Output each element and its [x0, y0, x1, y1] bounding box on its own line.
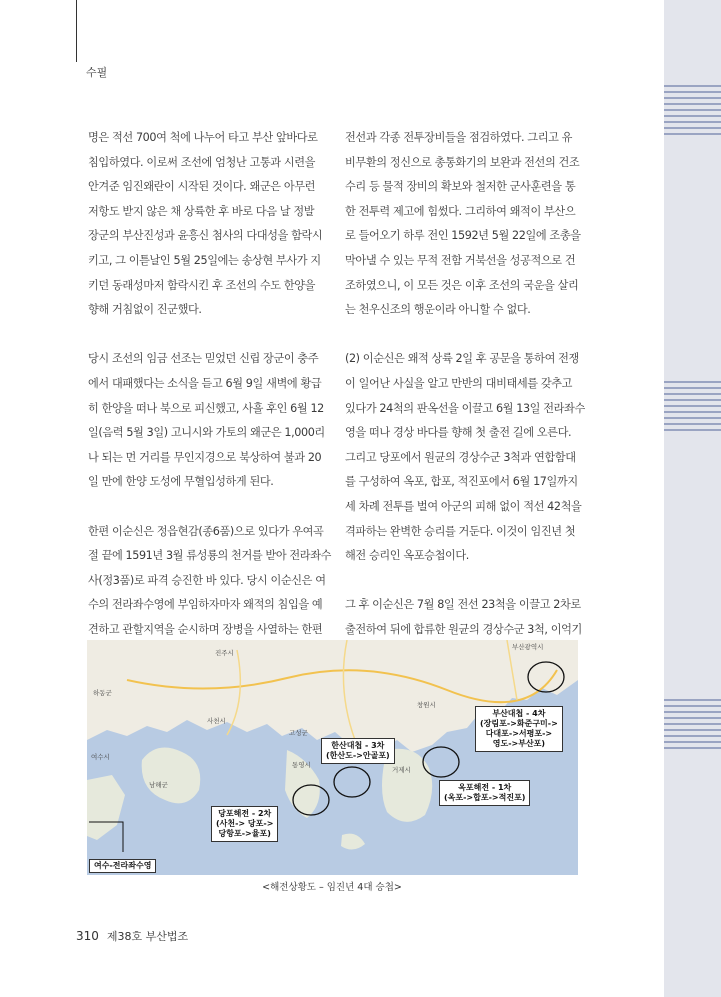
- body-line: 조하였으니, 이 모든 것은 이후 조선의 국운을 살리: [345, 278, 579, 292]
- label-line: 부산대첩 - 4차: [492, 709, 546, 718]
- body-line: 일 만에 한양 도성에 무혈입성하게 된다.: [88, 475, 274, 489]
- body-line: 이 일어난 사실을 알고 만반의 대비태세를 갖추고: [345, 376, 573, 390]
- place-name: 하동군: [93, 689, 112, 697]
- place-name: 진주시: [215, 649, 234, 657]
- body-line: 견하고 관할지역을 순시하며 장병을 사열하는 한편: [88, 622, 323, 636]
- body-line: 수의 전라좌수영에 부임하자마자 왜적의 침입을 예: [88, 598, 323, 612]
- yeosu-peninsula: [87, 775, 125, 840]
- label-line: 영도->부산포): [492, 739, 546, 748]
- naval-battle-map: [87, 640, 578, 875]
- body-line: 히 한양을 떠나 북으로 피신했고, 사흘 후인 6월 12: [88, 401, 324, 415]
- body-line: 는 천우신조의 행운이라 아니할 수 없다.: [345, 303, 531, 317]
- map-caption: <해전상황도 – 임진년 4대 승첩>: [262, 882, 402, 893]
- islet: [341, 834, 365, 850]
- body-line: 키고, 그 이튿날인 5월 25일에는 송상현 부사가 지: [88, 253, 321, 267]
- body-line: 키던 동래성마저 함락시킨 후 조선의 수도 한양을: [88, 278, 316, 292]
- paragraph-gap: [88, 495, 324, 520]
- battle-site-circle: [334, 767, 370, 797]
- namhae-island: [142, 748, 201, 804]
- place-name: 창원시: [417, 701, 436, 709]
- body-line: 격파하는 완벽한 승리를 거둔다. 이것이 임진년 첫: [345, 524, 576, 538]
- body-line: 막아낼 수 있는 무적 전함 거북선을 성공적으로 건: [345, 253, 576, 267]
- place-name: 통영시: [292, 761, 311, 769]
- body-line: 일(음력 5월 3일) 고니시와 가토의 왜군은 1,000리: [88, 426, 325, 440]
- label-line: 다대포->서평포->: [485, 729, 553, 738]
- place-name: 여수시: [91, 753, 110, 761]
- body-line: 로 들어오기 하루 전인 1592년 5월 22일에 조총을: [345, 229, 581, 243]
- page-number: 310: [76, 929, 99, 943]
- body-line: 사(정3품)로 파격 승진한 바 있다. 당시 이순신은 여: [88, 573, 326, 587]
- okpo-battle-label: [439, 780, 530, 806]
- body-line: 안겨준 임진왜란이 시작된 것이다. 왜군은 아무런: [88, 180, 316, 194]
- body-line: 향해 거침없이 진군했다.: [88, 303, 202, 317]
- body-line: 수리 등 물적 장비의 확보와 철저한 군사훈련을 통: [345, 180, 576, 194]
- section-label: 수필: [86, 66, 108, 79]
- page-footer: [76, 928, 188, 944]
- battle-site-circle: [423, 747, 459, 777]
- label-line: 당항포->율포): [218, 829, 271, 838]
- place-name: 남해군: [149, 781, 168, 789]
- body-line: 침입하였다. 이로써 조선에 엄청난 고통과 시련을: [88, 155, 316, 169]
- label-line: 한산대첩 - 3차: [331, 741, 385, 750]
- body-line: 있다가 24척의 판옥선을 이끌고 6월 13일 전라좌수: [345, 401, 585, 415]
- place-name: 고성군: [289, 729, 308, 737]
- body-line: 한편 이순신은 정읍현감(종6품)으로 있다가 우여곡: [88, 524, 324, 538]
- paragraph-gap: [88, 323, 324, 348]
- text-column-left: [88, 126, 332, 642]
- body-line: 저항도 받지 않은 채 상륙한 후 바로 다음 날 정발: [88, 204, 315, 218]
- body-line: 영을 떠나 경상 바다를 향해 첫 출전 길에 오른다.: [345, 426, 572, 440]
- body-line: 그리고 당포에서 원균의 경상수군 3척과 연합함대: [345, 450, 576, 464]
- label-line: (사천-> 당포->: [216, 819, 274, 828]
- publication-name: 제38호 부산법조: [106, 930, 189, 943]
- label-line: 옥포해전 - 1차: [458, 783, 512, 792]
- yeosu-base-label: 여수-전라좌수영: [89, 859, 156, 873]
- body-line: 장군의 부산진성과 윤흥신 첨사의 다대성을 함락시: [88, 229, 323, 243]
- label-line: (옥포->합포->적진포): [444, 793, 526, 802]
- paragraph-gap: [345, 323, 581, 348]
- body-line: 당시 조선의 임금 선조는 믿었던 신립 장군이 충주: [88, 352, 319, 366]
- label-line: (한산도->안골포): [326, 751, 390, 760]
- body-line: 한 전투력 제고에 힘썼다. 그리하여 왜적이 부산으: [345, 204, 576, 218]
- decorative-stripes: [664, 85, 721, 135]
- label-line: (장림포->화준구미->: [480, 719, 558, 728]
- body-line: 에서 대패했다는 소식을 듣고 6월 9일 새벽에 황급: [88, 376, 322, 390]
- header-rule: [76, 0, 77, 62]
- hansan-battle-label: [321, 738, 395, 764]
- body-line: (2) 이순신은 왜적 상륙 2일 후 공문을 통하여 전쟁: [345, 352, 579, 366]
- body-line: 나 되는 먼 거리를 무인지경으로 북상하여 불과 20: [88, 450, 322, 464]
- body-line: 세 차례 전투를 벌여 아군의 피해 없이 적선 42척을: [345, 499, 582, 513]
- body-line: 출전하여 뒤에 합류한 원균의 경상수군 3척, 이억기: [345, 622, 582, 636]
- decorative-stripes: [664, 699, 721, 749]
- body-line: 해전 승리인 옥포승첩이다.: [345, 549, 469, 563]
- place-name: 거제시: [392, 766, 411, 774]
- decorative-stripes: [664, 381, 721, 431]
- body-line: 를 구성하여 옥포, 합포, 적진포에서 6월 17일까지: [345, 475, 578, 489]
- dangpo-battle-label: [211, 806, 278, 842]
- body-line: 그 후 이순신은 7월 8일 전선 23척을 이끌고 2차로: [345, 598, 581, 612]
- busan-battle-label: [475, 706, 563, 752]
- body-line: 전선과 각종 전투장비들을 점검하였다. 그리고 유: [345, 131, 573, 144]
- body-line: 명은 적선 700여 척에 나누어 타고 부산 앞바다로: [88, 131, 318, 144]
- text-column-right: [345, 126, 585, 642]
- place-name: 부산광역시: [512, 643, 544, 651]
- place-name: 사천시: [207, 717, 226, 725]
- paragraph-gap: [345, 569, 581, 594]
- body-line: 비무환의 정신으로 총통화기의 보완과 전선의 건조: [345, 155, 580, 169]
- body-line: 절 끝에 1591년 3월 류성룡의 천거를 받아 전라좌수: [88, 549, 332, 563]
- label-line: 당포해전 - 2차: [218, 809, 272, 818]
